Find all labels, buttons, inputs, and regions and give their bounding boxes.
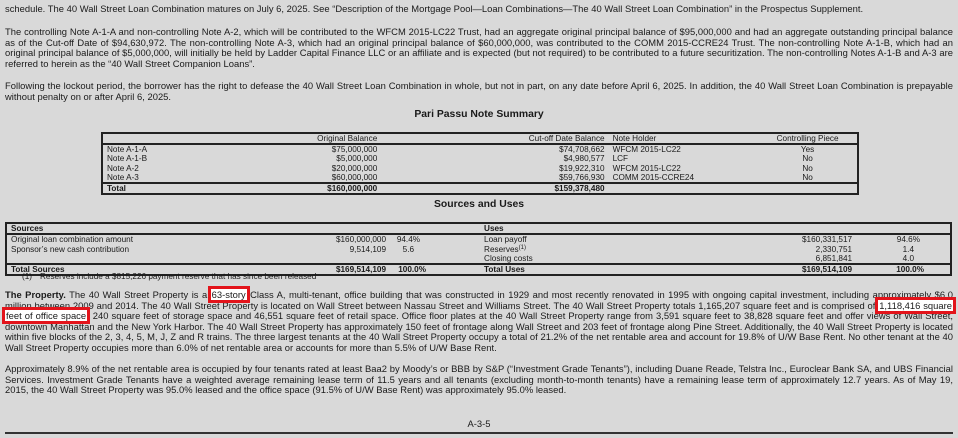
note-holder: COMM 2015-CCRE24 — [612, 172, 695, 182]
original-balance: $75,000,000 — [331, 145, 378, 155]
note-name: Note A-1-A — [107, 145, 148, 155]
use-percent: 4.0 — [902, 253, 914, 263]
paragraph-notes: The controlling Note A-1-A and non-controlling Note A-2, which will be contributed to the WFCM 2015-LC22 Trust, had an aggregate original principal balance of $95,000,000 and had an aggregate outstanding principal balance as of the Cut-off Date of $94,630,972. The non-controlling Note A-3, which had an original principal balance of $60,000,000, was contributed to the COMM 2015-CCRE24 Trust. The non-controlling Note A-1-B, which had an original principal balance of $5,000,000, will initially be held by Ladder Capital Finance LLC or an affiliate and is expected (but not required) to be contributed to a future securitization. The non-controlling Notes A-1-B and A-3 are referred to herein as the “40 Wall Street Companion Loans”. — [5, 26, 953, 69]
note-name: Note A-1-B — [107, 154, 148, 164]
source-label: Sponsor’s new cash contribution — [11, 244, 130, 254]
controlling-piece: No — [802, 154, 813, 164]
use-label-text: Reserves — [484, 244, 519, 254]
column-header-controlling-piece: Controlling Piece — [758, 133, 858, 144]
table-row — [102, 144, 858, 154]
table-row — [6, 254, 951, 264]
highlight-office-sqft: 1,118,416 square — [879, 299, 952, 311]
table-row — [6, 234, 951, 244]
total-sources-label: Total Sources — [6, 264, 305, 275]
use-label-text: Closing costs — [484, 253, 533, 263]
use-footnote-ref: (1) — [518, 244, 526, 251]
total-note-holder — [609, 183, 759, 194]
source-amount: 9,514,109 — [349, 244, 387, 254]
property-text: Class A, multi-tenant, office building that was constructed in 1929 and most recently renovated in 1995 with ongoing capital investment, including approximately $6.0 million between 2009 and 2014. The 40 Wall Street Property is located on Wall Street between Nassau Street and Williams Street. The 40 Wall Street Property totals 1,165,207 square feet and is comprised of — [5, 289, 953, 311]
use-percent: 94.6% — [896, 235, 920, 245]
total-sources-percent: 100.0% — [390, 264, 460, 275]
property-text: The 40 Wall Street Property is a — [65, 289, 211, 300]
total-uses-percent: 100.0% — [856, 264, 951, 275]
property-lead: The Property. — [5, 289, 66, 300]
note-name: Note A-2 — [107, 163, 139, 173]
paragraph-defeasance: Following the lockout period, the borrower has the right to defease the 40 Wall Street Loan Combination in whole, but not in part, on any date before April 6, 2025. In addition, the 40 Wall Street Loan Combination is prepayable without penalty on or after April 6, 2025. — [5, 80, 953, 102]
use-label — [460, 244, 615, 253]
total-controlling-piece — [758, 183, 858, 194]
cutoff-balance: $74,708,662 — [559, 145, 605, 155]
note-holder: WFCM 2015-LC22 — [612, 163, 681, 173]
source-percent: 5.6 — [402, 244, 415, 254]
total-label: Total — [102, 183, 212, 194]
note-holder: WFCM 2015-LC22 — [612, 145, 681, 155]
use-amount: 6,851,841 — [815, 253, 853, 263]
controlling-piece: No — [802, 172, 813, 182]
table-total-row — [102, 183, 858, 194]
cutoff-balance: $4,980,577 — [563, 154, 605, 164]
source-label: Original loan combination amount — [11, 235, 133, 245]
footer-rule — [5, 432, 953, 434]
paragraph-maturity: schedule. The 40 Wall Street Loan Combination matures on July 6, 2025. See “Description of the Mortgage Pool—Loan Combinations—The 40 Wall Street Loan Combination” in the Prospectus Supplement. — [5, 3, 864, 14]
uses-header: Uses — [460, 223, 951, 234]
use-percent: 1.4 — [902, 244, 914, 254]
use-label-text: Loan payoff — [484, 235, 527, 245]
table-row — [102, 173, 858, 183]
original-balance: $20,000,000 — [331, 163, 378, 173]
source-label — [6, 254, 305, 264]
page-number: A-3-5 — [467, 418, 491, 429]
table-header-row — [6, 223, 951, 234]
footnote — [22, 272, 316, 283]
use-label — [460, 234, 615, 244]
source-amount — [305, 254, 390, 264]
pari-passu-title: Pari Passu Note Summary — [414, 109, 544, 120]
cutoff-balance: $19,922,310 — [559, 163, 605, 173]
note-holder: LCF — [612, 154, 629, 164]
total-cutoff-balance: $159,378,480 — [381, 183, 608, 194]
pari-passu-table — [101, 132, 859, 195]
column-header — [102, 133, 212, 144]
total-uses-amount: $169,514,109 — [615, 264, 856, 275]
original-balance: $60,000,000 — [331, 172, 378, 182]
sources-uses-title: Sources and Uses — [433, 199, 525, 210]
total-original-balance: $160,000,000 — [212, 183, 382, 194]
source-percent — [390, 254, 460, 264]
original-balance: $5,000,000 — [336, 154, 378, 164]
controlling-piece: No — [802, 163, 813, 173]
paragraph-tenants: Approximately 8.9% of the net rentable area is occupied by four tenants rated at least Baa2 by Moody’s or BBB by S&P (“Investment Grade Tenants”), including Duane Reade, Telstra Inc., Euroclear Bank SA, and UBS Financial Services. Investment Grade Tenants have a weighted average remaining lease term of 11.5 years and all tenants (excluding month-to-month tenants) have a remaining lease term of approximately 12.7 years. As of May 19, 2015, the 40 Wall Street Property was 95.0% leased and the office space (91.5% of U/W Base Rent) was approximately 95.0% leased. — [5, 363, 953, 396]
source-percent: 94.4% — [396, 235, 421, 245]
table-row — [102, 164, 858, 173]
use-amount: $160,331,517 — [801, 235, 853, 245]
sources-uses-table — [5, 222, 952, 276]
column-header-note-holder: Note Holder — [609, 133, 759, 144]
use-label — [460, 254, 615, 264]
footnote-number: (1) — [22, 272, 33, 281]
footnote-text: Reserves include a $815,226 payment reserve that has since been released — [40, 272, 317, 281]
table-header-row — [102, 133, 858, 144]
highlight-office-space: feet of office space — [6, 310, 87, 322]
total-uses-label: Total Uses — [460, 264, 615, 275]
note-name: Note A-3 — [107, 172, 139, 182]
table-row — [6, 244, 951, 253]
controlling-piece: Yes — [800, 145, 815, 155]
column-header-original-balance: Original Balance — [212, 133, 382, 144]
sources-header: Sources — [6, 223, 460, 234]
total-sources-amount: $169,514,109 — [305, 264, 390, 275]
cutoff-balance: $59,766,930 — [559, 172, 605, 182]
paragraph-property — [5, 290, 953, 354]
property-text: , 240 square feet of storage space and 46,551 square feet of retail space. Office floor plates at the 40 Wall Street Property range from 3,591 square feet to 38,828 square feet and offer views of Wall Street, downtown Manhattan and the New York Harbor. The 40 Wall Street Property has approximately 150 feet of frontage along Wall Street and 203 feet of frontage along Pine Street. Additionally, the 40 Wall Street Property is located within five blocks of the 2, 3, 4, 5, M, J, Z and R trains. The three largest tenants at the 40 Wall Street Property occupy a total of 21.2% of the net rentable area and account for 19.8% of U/W Base Rent. No other tenant at the 40 Wall Street Property occupies more than 6.0% of net rentable area or accounts for more than 5.5% of U/W Base Rent. — [5, 310, 953, 353]
source-amount: $160,000,000 — [335, 235, 387, 245]
use-amount: 2,330,751 — [815, 244, 853, 254]
column-header-cutoff-balance: Cut-off Date Balance — [381, 133, 608, 144]
table-row — [102, 154, 858, 163]
highlight-63-story: 63-story — [211, 289, 246, 300]
